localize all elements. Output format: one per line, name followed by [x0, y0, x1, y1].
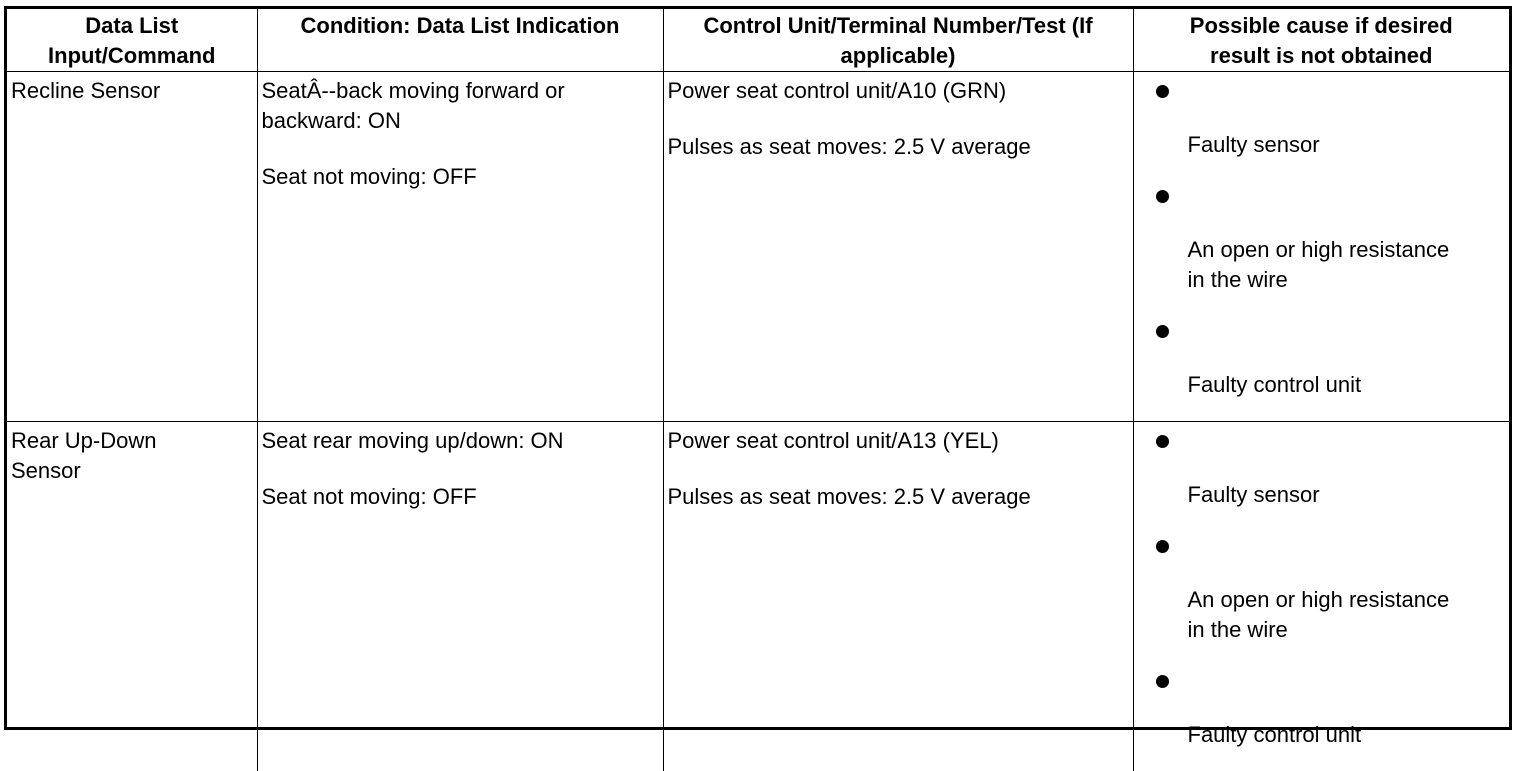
header-line: Condition: Data List Indication — [264, 11, 657, 41]
header-input-command — [7, 9, 257, 72]
control-line: Pulses as seat moves: 2.5 V average — [668, 482, 1133, 512]
header-possible-cause — [1133, 9, 1509, 72]
cause-item — [1138, 426, 1510, 510]
cause-list — [1138, 426, 1510, 750]
cause-item — [1138, 531, 1510, 645]
cause-line: in the wire — [1188, 265, 1510, 295]
input-line: Recline Sensor — [11, 76, 257, 106]
cause-cell — [1133, 422, 1509, 771]
table-row — [7, 422, 1509, 771]
condition-cell — [257, 422, 663, 771]
input-cell — [7, 422, 257, 771]
cause-text — [1138, 235, 1510, 295]
cause-text — [1138, 130, 1510, 160]
paragraph-gap — [262, 136, 663, 162]
condition-line: Seat not moving: OFF — [262, 162, 663, 192]
control-paragraph — [668, 132, 1133, 162]
control-cell — [663, 422, 1133, 771]
cause-line: Faulty control unit — [1188, 370, 1510, 400]
control-paragraph — [668, 482, 1133, 512]
cause-item — [1138, 181, 1510, 295]
cause-text — [1138, 585, 1510, 645]
input-line: Sensor — [11, 456, 257, 486]
bullet-icon — [1156, 675, 1169, 688]
cause-line: Faulty control unit — [1188, 720, 1510, 750]
input-line: Rear Up-Down — [11, 426, 257, 456]
condition-line: backward: ON — [262, 106, 663, 136]
cause-line: Faulty sensor — [1188, 130, 1510, 160]
cause-text — [1138, 370, 1510, 400]
control-cell — [663, 72, 1133, 422]
cause-item — [1138, 76, 1510, 160]
bullet-icon — [1156, 85, 1169, 98]
condition-paragraph — [262, 162, 663, 192]
bullet-icon — [1156, 540, 1169, 553]
data-list-table — [7, 9, 1509, 771]
control-line: Power seat control unit/A13 (YEL) — [668, 426, 1133, 456]
control-paragraph — [668, 426, 1133, 456]
condition-paragraph — [262, 426, 663, 456]
condition-paragraph — [262, 482, 663, 512]
header-row — [7, 9, 1509, 72]
data-list-table-frame — [4, 6, 1512, 730]
cause-line: An open or high resistance — [1188, 585, 1510, 615]
bullet-icon — [1156, 325, 1169, 338]
cause-cell — [1133, 72, 1509, 422]
control-line: Pulses as seat moves: 2.5 V average — [668, 132, 1133, 162]
table-row — [7, 72, 1509, 422]
header-line: applicable) — [670, 41, 1127, 71]
header-line: Input/Command — [13, 41, 251, 71]
condition-cell — [257, 72, 663, 422]
header-line: result is not obtained — [1140, 41, 1504, 71]
bullet-icon — [1156, 190, 1169, 203]
cause-list — [1138, 76, 1510, 400]
input-cell — [7, 72, 257, 422]
cause-item — [1138, 666, 1510, 750]
bullet-icon — [1156, 435, 1169, 448]
condition-paragraph — [262, 76, 663, 136]
paragraph-gap — [668, 456, 1133, 482]
condition-line: SeatÂ--back moving forward or — [262, 76, 663, 106]
cause-line: Faulty sensor — [1188, 480, 1510, 510]
paragraph-gap — [668, 106, 1133, 132]
cause-line: An open or high resistance — [1188, 235, 1510, 265]
cause-text — [1138, 480, 1510, 510]
control-paragraph — [668, 76, 1133, 106]
header-condition — [257, 9, 663, 72]
cause-item — [1138, 316, 1510, 400]
header-line: Data List — [13, 11, 251, 41]
cause-line: in the wire — [1188, 615, 1510, 645]
cause-text — [1138, 720, 1510, 750]
header-line: Possible cause if desired — [1140, 11, 1504, 41]
condition-line: Seat rear moving up/down: ON — [262, 426, 663, 456]
header-line: Control Unit/Terminal Number/Test (If — [670, 11, 1127, 41]
condition-line: Seat not moving: OFF — [262, 482, 663, 512]
header-control-unit — [663, 9, 1133, 72]
paragraph-gap — [262, 456, 663, 482]
control-line: Power seat control unit/A10 (GRN) — [668, 76, 1133, 106]
